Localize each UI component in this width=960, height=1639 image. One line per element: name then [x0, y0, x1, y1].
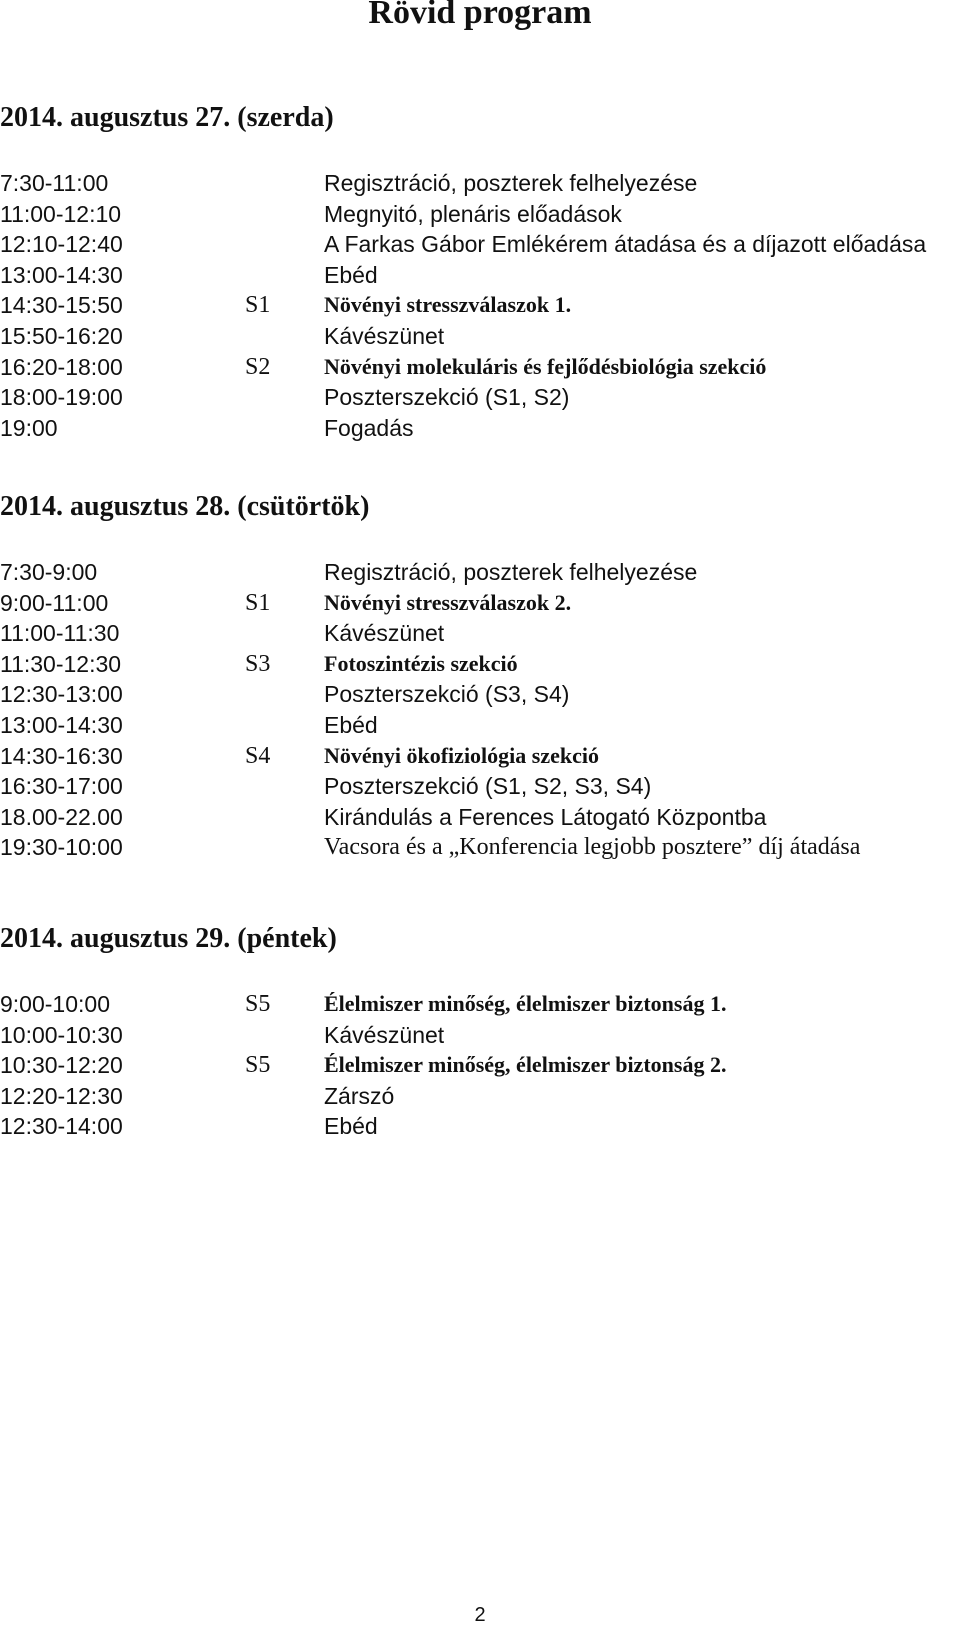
row-time: 11:00-11:30 — [0, 620, 120, 647]
row-session-title: Növényi stresszválaszok 2. — [324, 589, 572, 615]
row-time: 18:00-19:00 — [0, 384, 123, 411]
day-section — [0, 490, 960, 861]
row-title: Kirándulás a Ferences Látogató Központba — [324, 803, 767, 830]
row-title: Poszterszekció (S3, S4) — [324, 681, 570, 708]
row-title: Fogadás — [324, 414, 414, 441]
row-session-title: Élelmiszer minőség, élelmiszer biztonság 1. — [324, 991, 727, 1016]
row-time: 11:00-12:10 — [0, 200, 122, 227]
page-title: Rövid program — [368, 0, 592, 31]
row-title: A Farkas Gábor Emlékérem átadása és a díjazott előadása — [324, 231, 927, 258]
row-time: 16:20-18:00 — [0, 353, 123, 380]
row-title: Poszterszekció (S1, S2) — [324, 384, 570, 411]
row-time: 13:00-14:30 — [0, 712, 123, 738]
row-time: 19:30-10:00 — [0, 834, 123, 861]
row-session-title: Növényi stresszválaszok 1. — [324, 292, 572, 318]
row-session-code: S5 — [245, 991, 271, 1017]
page-number: 2 — [474, 1604, 486, 1626]
row-time: 18.00-22.00 — [0, 803, 123, 830]
row-title: Regisztráció, poszterek felhelyezése — [324, 559, 698, 585]
row-time: 12:20-12:30 — [0, 1082, 123, 1109]
row-title: Kávészünet — [324, 1021, 445, 1048]
day-section — [0, 101, 960, 441]
row-title: Ebéd — [324, 712, 378, 738]
day-section — [0, 922, 960, 1140]
row-session-title: Növényi ökofiziológia szekció — [324, 742, 599, 768]
row-title: Poszterszekció (S1, S2, S3, S4) — [324, 773, 652, 800]
row-title: Ebéd — [324, 1113, 378, 1140]
row-session-code: S5 — [245, 1052, 271, 1079]
day-heading: 2014. augusztus 28. (csütörtök) — [0, 491, 370, 522]
row-time: 10:00-10:30 — [0, 1021, 123, 1048]
row-time: 14:30-15:50 — [0, 292, 123, 319]
row-time: 7:30-11:00 — [0, 170, 109, 196]
row-time: 19:00 — [0, 414, 58, 441]
row-time: 15:50-16:20 — [0, 323, 123, 349]
row-title: Megnyitó, plenáris előadások — [324, 200, 622, 227]
day-heading: 2014. augusztus 29. (péntek) — [0, 923, 337, 954]
row-time: 11:30-12:30 — [0, 650, 122, 677]
row-time: 10:30-12:20 — [0, 1052, 123, 1079]
row-time: 9:00-11:00 — [0, 589, 109, 616]
row-time: 14:30-16:30 — [0, 742, 123, 769]
row-session-code: S2 — [245, 353, 271, 380]
row-title: Kávészünet — [324, 323, 445, 349]
day-heading: 2014. augusztus 27. (szerda) — [0, 102, 334, 133]
row-time: 13:00-14:30 — [0, 261, 123, 288]
row-session-title: Fotoszintézis szekció — [324, 650, 518, 676]
row-time: 16:30-17:00 — [0, 773, 123, 800]
row-session-code: S4 — [245, 742, 271, 769]
row-session-code: S1 — [245, 292, 271, 319]
row-session-code: S1 — [245, 589, 271, 616]
row-title: Vacsora és a „Konferencia legjobb posztere” díj átadása — [324, 834, 861, 861]
row-title: Zárszó — [324, 1082, 395, 1109]
row-time: 12:30-13:00 — [0, 681, 123, 708]
row-session-code: S3 — [245, 650, 271, 677]
row-title: Ebéd — [324, 261, 378, 288]
row-time: 7:30-9:00 — [0, 559, 98, 585]
row-time: 12:30-14:00 — [0, 1113, 123, 1140]
row-session-title: Növényi molekuláris és fejlődésbiológia szekció — [324, 353, 767, 379]
row-title: Regisztráció, poszterek felhelyezése — [324, 170, 698, 196]
row-time: 9:00-10:00 — [0, 991, 110, 1017]
row-session-title: Élelmiszer minőség, élelmiszer biztonság 2. — [324, 1052, 727, 1078]
row-title: Kávészünet — [324, 620, 445, 647]
row-time: 12:10-12:40 — [0, 231, 123, 258]
